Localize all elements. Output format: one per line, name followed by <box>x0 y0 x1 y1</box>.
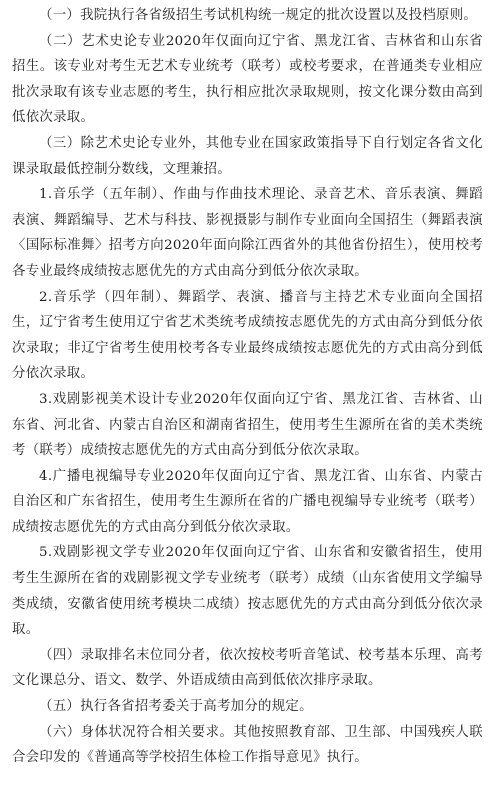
paragraph-physical-requirements: （六）身体状况符合相关要求。其他按照教育部、卫生部、中国残疾人联合会印发的《普通高等学校招生体检工作指导意见》执行。 <box>12 724 483 766</box>
paragraph-art-history-theory: （二）艺术史论专业2020年仅面向辽宁省、黑龙江省、吉林省和山东省招生。该专业对考生无艺术专业统考（联考）或校考要求，在普通类专业相应批次录取有该专业志愿的考生，执行相应批次录取规则，按文化课分数由高到低依次录取。 <box>12 33 483 126</box>
paragraph-item-2-music-four-year: 2.音乐学（四年制）、舞蹈学、表演、播音与主持艺术专业面向全国招生，辽宁省考生使用辽宁省艺术类统考成绩按志愿优先的方式由高分到低分依次录取；非辽宁省考生使用校考各专业最终成绩按志愿优先的方式由高分到低分依次录取。 <box>12 289 483 382</box>
paragraph-item-1-music-five-year: 1.音乐学（五年制）、作曲与作曲技术理论、录音艺术、音乐表演、舞蹈表演、舞蹈编导、艺术与科技、影视摄影与制作专业面向全国招生（舞蹈表演〈国际标准舞〉招考方向2020年面向除江西省外的其他省份招生），使用校考各专业最终成绩按志愿优先的方式由高分到低分依次录取。 <box>12 187 483 279</box>
paragraph-bonus-points: （五）执行各省招考委关于高考加分的规定。 <box>39 699 313 715</box>
paragraph-other-majors: （三）除艺术史论专业外，其他专业在国家政策指导下自行划定各省文化课录取最低控制分数线，文理兼招。 <box>12 135 483 177</box>
paragraph-item-3-stage-art-design: 3.戏剧影视美术设计专业2020年仅面向辽宁省、黑龙江省、吉林省、山东省、河北省、内蒙古自治区和湖南省招生，使用考生生源所在省的美术类统考（联考）成绩按志愿优先的方式由高分到低分依次录取。 <box>12 391 483 459</box>
paragraph-item-4-broadcast-directing: 4.广播电视编导专业2020年仅面向辽宁省、黑龙江省、山东省、内蒙古自治区和广东省招生，使用考生生源所在省的广播电视编导专业统考（联考）成绩按志愿优先的方式由高分到低分依次录取。 <box>12 468 483 535</box>
paragraph-item-5-drama-literature: 5.戏剧影视文学专业2020年仅面向辽宁省、山东省和安徽省招生，使用考生生源所在省的戏剧影视文学专业统考（联考）成绩（山东省使用文学编导类成绩，安徽省使用统考模块二成绩）按志愿优先的方式由高分到低分依次录取。 <box>12 545 483 638</box>
paragraph-batch-rules: （一）我院执行各省级招生考试机构统一规定的批次设置以及投档原则。 <box>39 8 478 23</box>
paragraph-tie-breaking: （四）录取排名末位同分者，依次按校考听音笔试、校考基本乐理、高考文化课总分、语文、数学、外语成绩由高到低依次排序录取。 <box>12 647 483 689</box>
